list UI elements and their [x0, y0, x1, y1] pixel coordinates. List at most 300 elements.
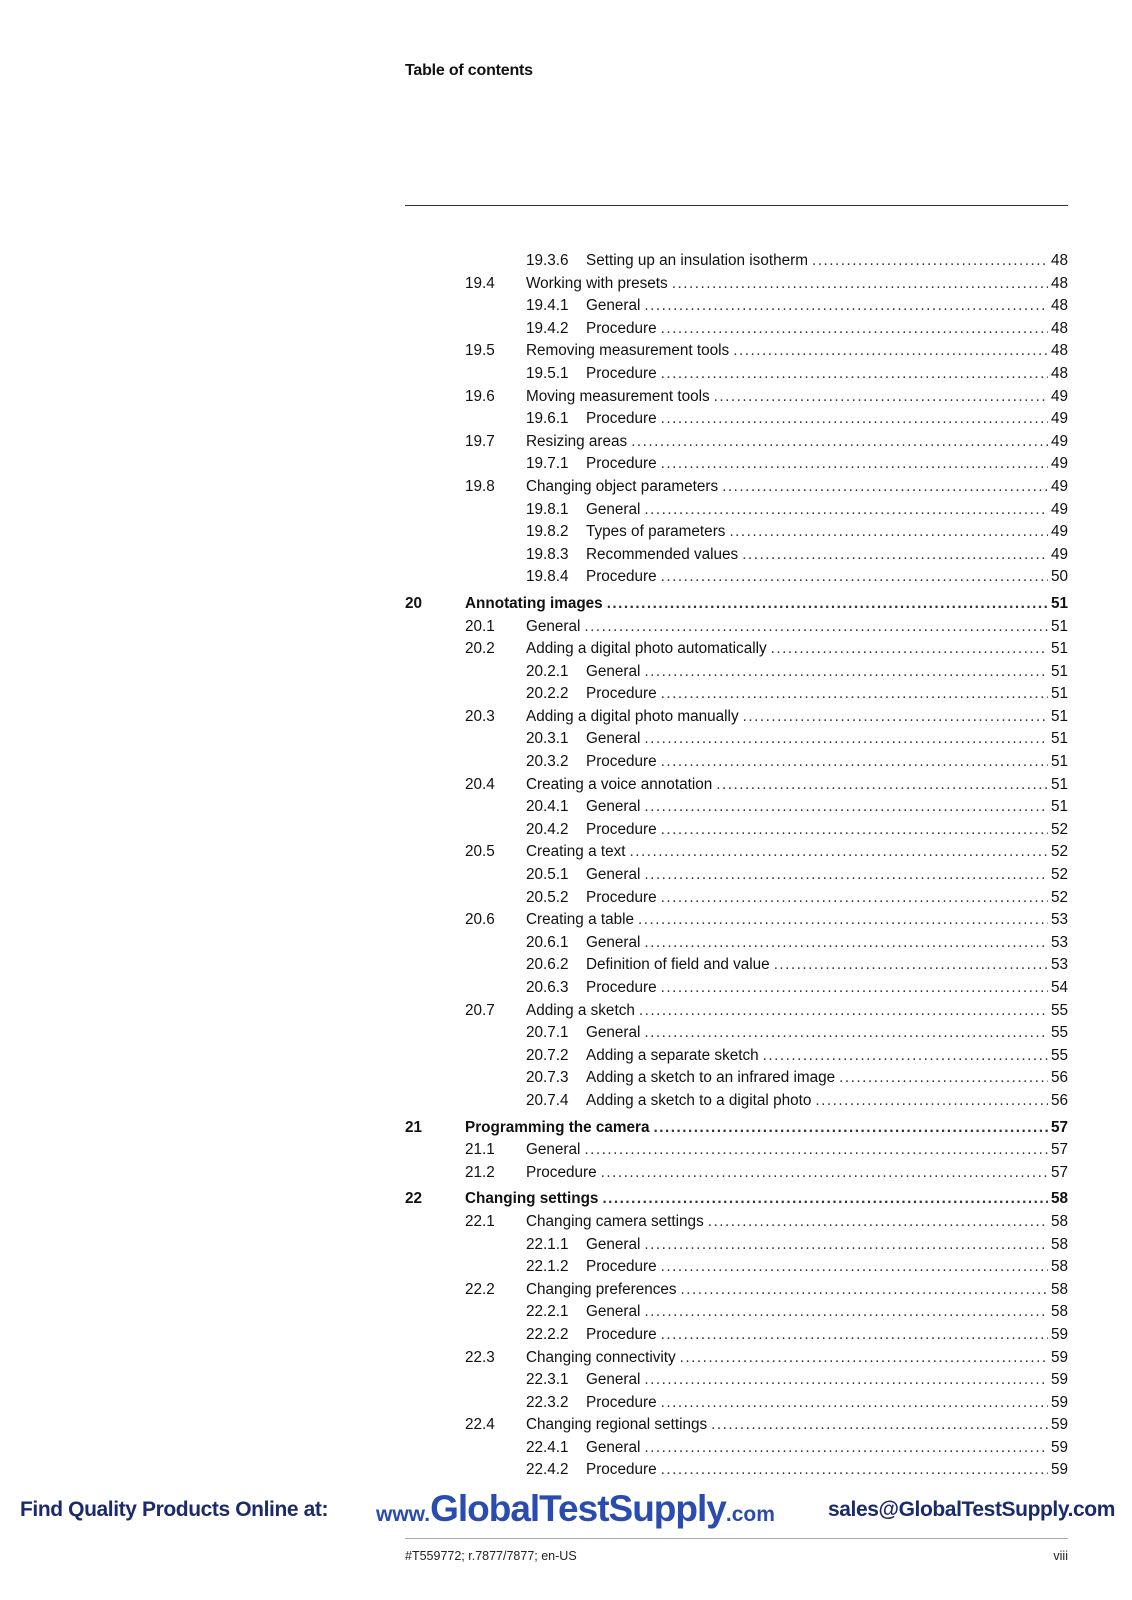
toc-entry-title: Setting up an insulation isotherm [586, 252, 808, 269]
toc-entry-row[interactable] [405, 340, 1068, 363]
toc-dot-leader [644, 295, 1048, 318]
toc-entry-number: 20.7 [465, 1001, 495, 1019]
footer-doc-reference: #T559772; r.7877/7877; en-US [405, 1549, 577, 1563]
toc-entry-row[interactable] [405, 751, 1068, 774]
toc-entry-title: Procedure [586, 319, 657, 337]
toc-entry-number: 19.7.1 [526, 455, 569, 473]
toc-dot-leader [812, 250, 1048, 273]
toc-dot-leader [631, 431, 1048, 454]
toc-entry-row[interactable] [405, 1234, 1068, 1257]
toc-page-number: 51 [1050, 640, 1068, 658]
header-divider [405, 205, 1068, 206]
toc-entry-row[interactable] [405, 318, 1068, 341]
toc-entry [586, 544, 1068, 567]
toc-entry-title: Adding a digital photo automatically [526, 640, 767, 658]
toc-page-number: 58 [1050, 1190, 1068, 1208]
toc-dot-leader [722, 476, 1048, 499]
toc-entry [586, 977, 1068, 1000]
toc-entry-number: 20.3.1 [526, 730, 569, 748]
toc-page-number: 59 [1050, 1325, 1068, 1343]
toc-entry-row[interactable] [405, 819, 1068, 842]
toc-dot-leader [653, 1117, 1048, 1140]
toc-entry-number: 21 [405, 1118, 423, 1136]
toc-entry-number: 19.8.2 [526, 523, 569, 541]
toc-page-number: 52 [1050, 888, 1068, 906]
toc-entry-number: 19.8.1 [526, 500, 569, 518]
toc-dot-leader [629, 841, 1048, 864]
toc-entry [586, 1459, 1068, 1482]
toc-entry [586, 318, 1068, 341]
toc-page-number: 53 [1050, 911, 1068, 929]
toc-entry-title: Recommended values [586, 545, 739, 563]
toc-entry-title: Changing object parameters [526, 477, 719, 495]
toc-dot-leader [661, 1324, 1048, 1347]
toc-entry [586, 1090, 1068, 1113]
toc-dot-leader [743, 706, 1048, 729]
footer-page-number: viii [1053, 1549, 1068, 1563]
toc-entry [526, 1000, 1068, 1023]
toc-dot-leader [644, 1234, 1048, 1257]
toc-page-number: 59 [1050, 1461, 1068, 1479]
toc-entry-row[interactable] [405, 386, 1068, 409]
toc-page-number: 58 [1050, 1303, 1068, 1321]
toc-entry-number: 20.6.3 [526, 979, 569, 996]
toc-entry-row[interactable] [405, 521, 1068, 544]
toc-entry-title: Procedure [586, 1258, 657, 1276]
toc-entry-number: 22.1.1 [526, 1235, 569, 1253]
toc-dot-leader [638, 909, 1048, 932]
toc-entry-row[interactable] [405, 1022, 1068, 1045]
toc-page-number: 55 [1050, 1024, 1068, 1042]
toc-page-number: 50 [1050, 568, 1068, 586]
toc-chapter-row[interactable] [405, 1188, 1068, 1211]
toc-page-number: 51 [1050, 775, 1068, 793]
toc-page-number: 59 [1050, 1348, 1068, 1366]
toc-entry-title: Changing regional settings [526, 1416, 708, 1434]
toc-dot-leader [661, 1459, 1048, 1482]
toc-dot-leader [601, 1162, 1048, 1185]
toc-dot-leader [661, 977, 1048, 1000]
toc-page-number: 49 [1050, 545, 1068, 563]
toc-dot-leader [644, 932, 1048, 955]
toc-entry-row[interactable] [405, 1211, 1068, 1234]
toc-entry-number: 20.5.2 [526, 888, 569, 906]
toc-entry-title: Programming the camera [465, 1118, 650, 1136]
toc-entry-number: 19.3.6 [526, 252, 569, 269]
toc-entry-row[interactable] [405, 1347, 1068, 1370]
toc-entry-title: Definition of field and value [586, 956, 770, 974]
toc-page-number: 53 [1050, 956, 1068, 974]
toc-dot-leader [771, 638, 1048, 661]
toc-entry-row[interactable] [405, 544, 1068, 567]
promo-banner [0, 1488, 1132, 1536]
toc-chapter-row[interactable] [405, 593, 1068, 616]
toc-entry-row[interactable] [405, 1301, 1068, 1324]
toc-page-number: 57 [1050, 1118, 1068, 1136]
toc-page-number: 59 [1050, 1371, 1068, 1389]
toc-entry-row[interactable] [405, 566, 1068, 589]
banner-find-text: Find Quality Products Online at: [20, 1498, 329, 1521]
toc-page-number: 58 [1050, 1235, 1068, 1253]
toc-entry-title: General [586, 866, 641, 884]
toc-entry-row[interactable] [405, 887, 1068, 910]
toc-entry-number: 22.1.2 [526, 1258, 569, 1276]
toc-entry-row[interactable] [405, 1279, 1068, 1302]
toc-page-number: 55 [1050, 1001, 1068, 1019]
toc-entry [586, 864, 1068, 887]
toc-page-number: 48 [1050, 297, 1068, 315]
toc-entry-title: Annotating images [465, 594, 603, 612]
toc-entry-number: 19.5.1 [526, 364, 569, 382]
toc-entry-row[interactable] [405, 1090, 1068, 1113]
toc-page-number: 52 [1050, 866, 1068, 884]
toc-entry-title: Procedure [586, 455, 657, 473]
toc-entry-row[interactable] [405, 841, 1068, 864]
toc-page-number: 57 [1050, 1163, 1068, 1181]
toc-page-number: 48 [1050, 342, 1068, 360]
toc-entry [526, 476, 1068, 499]
toc-entry [526, 774, 1068, 797]
toc-entry-row[interactable] [405, 1392, 1068, 1415]
toc-dot-leader [644, 1022, 1048, 1045]
toc-dot-leader [644, 796, 1048, 819]
footer-divider [405, 1538, 1068, 1539]
toc-entry-row[interactable] [405, 1414, 1068, 1437]
toc-entry-title: General [586, 1438, 641, 1456]
toc-page-number: 56 [1050, 1069, 1068, 1087]
toc-entry [526, 273, 1068, 296]
toc-entry-title: General [586, 933, 641, 951]
toc-page-number: 51 [1050, 662, 1068, 680]
toc-entry [586, 295, 1068, 318]
toc-entry-number: 19.8.4 [526, 568, 569, 586]
toc-entry-title: General [526, 617, 581, 635]
toc-dot-leader [602, 1188, 1048, 1211]
toc-entry-number: 22.2.1 [526, 1303, 569, 1321]
toc-dot-leader [644, 661, 1048, 684]
toc-entry [586, 453, 1068, 476]
toc-entry [526, 638, 1068, 661]
toc-entry-row[interactable] [405, 954, 1068, 977]
toc-page-number: 55 [1050, 1046, 1068, 1064]
toc-entry-number: 21.2 [465, 1163, 495, 1181]
toc-chapter-row[interactable] [405, 1117, 1068, 1140]
toc-dot-leader [729, 521, 1048, 544]
toc-entry [526, 1162, 1068, 1185]
toc-entry [465, 1188, 1068, 1211]
toc-dot-leader [644, 864, 1048, 887]
toc-dot-leader [661, 363, 1048, 386]
toc-entry [586, 1437, 1068, 1460]
toc-dot-leader [661, 566, 1048, 589]
toc-page-number: 54 [1050, 979, 1068, 996]
toc-entry-row[interactable] [405, 706, 1068, 729]
toc-entry-number: 19.6.1 [526, 410, 569, 428]
toc-dot-leader [763, 1045, 1048, 1068]
toc-entry-title: General [586, 1371, 641, 1389]
toc-entry-title: Changing camera settings [526, 1212, 704, 1230]
toc-page-number: 49 [1050, 477, 1068, 495]
toc-entry-title: Moving measurement tools [526, 387, 710, 405]
toc-dot-leader [661, 683, 1048, 706]
toc-entry [586, 499, 1068, 522]
toc-entry-number: 22.2 [465, 1280, 495, 1298]
toc-entry-row[interactable] [405, 1067, 1068, 1090]
toc-page-number: 59 [1050, 1438, 1068, 1456]
toc-entry-number: 20.6.1 [526, 933, 569, 951]
toc-entry-row[interactable] [405, 616, 1068, 639]
toc-entry-row[interactable] [405, 977, 1068, 1000]
toc-entry-number: 20.7.1 [526, 1024, 569, 1042]
toc-entry [526, 616, 1068, 639]
toc-dot-leader [708, 1211, 1048, 1234]
toc-entry-title: Adding a sketch to a digital photo [586, 1091, 812, 1109]
toc-entry-row[interactable] [405, 295, 1068, 318]
toc-entry [526, 431, 1068, 454]
toc-dot-leader [839, 1067, 1048, 1090]
toc-entry [586, 819, 1068, 842]
toc-entry [586, 932, 1068, 955]
toc-entry-title: Procedure [586, 568, 657, 586]
toc-entry-title: General [586, 798, 641, 816]
toc-entry-number: 20.6 [465, 911, 495, 929]
toc-entry-number: 22.1 [465, 1212, 495, 1230]
toc-dot-leader [644, 1369, 1048, 1392]
toc-entry-number: 20.2.2 [526, 685, 569, 703]
toc-entry-number: 20.7.2 [526, 1046, 569, 1064]
toc-entry-title: General [586, 297, 641, 315]
toc-entry-number: 20.2.1 [526, 662, 569, 680]
toc-page-number: 58 [1050, 1212, 1068, 1230]
toc-entry-number: 22 [405, 1190, 423, 1208]
toc-dot-leader [742, 544, 1048, 567]
banner-website-link[interactable] [376, 1488, 775, 1530]
banner-email-link[interactable]: sales@GlobalTestSupply.com [827, 1498, 1115, 1521]
toc-entry [526, 1139, 1068, 1162]
toc-entry-number: 22.4.1 [526, 1438, 569, 1456]
toc-page-number: 51 [1050, 753, 1068, 771]
toc-page-number: 49 [1050, 387, 1068, 405]
toc-entry [586, 250, 1068, 273]
toc-entry-row[interactable] [405, 1324, 1068, 1347]
toc-entry-number: 20.7.3 [526, 1069, 569, 1087]
toc-entry-number: 22.4.2 [526, 1461, 569, 1479]
toc-dot-leader [714, 386, 1048, 409]
toc-entry-title: General [586, 662, 641, 680]
toc-entry-title: General [526, 1141, 581, 1159]
toc-dot-leader [661, 751, 1048, 774]
toc-entry [586, 363, 1068, 386]
toc-entry-title: Adding a sketch [526, 1001, 635, 1019]
toc-entry-row[interactable] [405, 1459, 1068, 1482]
toc-entry [586, 1234, 1068, 1257]
toc-entry-row[interactable] [405, 1162, 1068, 1185]
toc-page-number: 51 [1050, 798, 1068, 816]
toc-dot-leader [644, 1437, 1048, 1460]
toc-entry-number: 19.6 [465, 387, 495, 405]
toc-page-number: 58 [1050, 1280, 1068, 1298]
toc-entry-title: Procedure [586, 410, 657, 428]
banner-url-suffix: .com [725, 1503, 775, 1526]
toc-entry-title: Creating a voice annotation [526, 775, 713, 793]
toc-entry-row[interactable] [405, 1437, 1068, 1460]
toc-entry [526, 706, 1068, 729]
toc-dot-leader [815, 1090, 1048, 1113]
toc-entry [465, 593, 1068, 616]
toc-dot-leader [639, 1000, 1048, 1023]
toc-entry [586, 683, 1068, 706]
toc-entry [586, 796, 1068, 819]
toc-page-number: 48 [1050, 274, 1068, 292]
toc-page-number: 53 [1050, 933, 1068, 951]
toc-entry-row[interactable] [405, 1045, 1068, 1068]
toc-entry-number: 19.7 [465, 432, 495, 450]
toc-page-number: 56 [1050, 1091, 1068, 1109]
toc-page-number: 48 [1050, 319, 1068, 337]
toc-entry-row[interactable] [405, 363, 1068, 386]
toc-entry-title: Resizing areas [526, 432, 628, 450]
toc-entry-row[interactable] [405, 1256, 1068, 1279]
toc-page-number: 49 [1050, 410, 1068, 428]
toc-dot-leader [644, 728, 1048, 751]
toc-entry-title: Procedure [586, 685, 657, 703]
toc-page-number: 52 [1050, 843, 1068, 861]
toc-entry [586, 1067, 1068, 1090]
toc-entry-title: Changing preferences [526, 1280, 677, 1298]
toc-entry-row[interactable] [405, 499, 1068, 522]
page-header-title: Table of contents [405, 62, 533, 79]
toc-dot-leader [607, 593, 1048, 616]
toc-page-number: 51 [1050, 685, 1068, 703]
toc-entry-number: 19.5 [465, 342, 495, 360]
toc-entry [586, 661, 1068, 684]
toc-entry [586, 887, 1068, 910]
toc-entry-row[interactable] [405, 1139, 1068, 1162]
toc-entry-row[interactable] [405, 774, 1068, 797]
toc-page-number: 51 [1050, 707, 1068, 725]
toc-entry-number: 20.4 [465, 775, 495, 793]
toc-page-number: 48 [1050, 364, 1068, 382]
toc-entry-title: Adding a digital photo manually [526, 707, 739, 725]
toc-entry-title: General [586, 1303, 641, 1321]
toc-entry-number: 20.3 [465, 707, 495, 725]
toc-page-number: 58 [1050, 1258, 1068, 1276]
toc-entry-title: Changing settings [465, 1190, 599, 1208]
toc-entry-row[interactable] [405, 273, 1068, 296]
toc-entry-number: 20 [405, 594, 423, 612]
toc-entry [586, 1392, 1068, 1415]
toc-entry [465, 1117, 1068, 1140]
toc-entry-title: Procedure [586, 753, 657, 771]
toc-entry-number: 20.3.2 [526, 753, 569, 771]
toc-entry [586, 1045, 1068, 1068]
toc-entry-number: 19.8.3 [526, 545, 569, 563]
toc-dot-leader [661, 887, 1048, 910]
toc-entry-number: 22.3 [465, 1348, 495, 1366]
toc-entry-number: 20.4.2 [526, 820, 569, 838]
toc-entry-number: 22.3.1 [526, 1371, 569, 1389]
toc-entry [526, 841, 1068, 864]
toc-entry-number: 20.2 [465, 640, 495, 658]
toc-dot-leader [644, 1301, 1048, 1324]
toc-entry [586, 521, 1068, 544]
toc-entry-row[interactable] [405, 1000, 1068, 1023]
toc-entry-row[interactable] [405, 728, 1068, 751]
toc-dot-leader [661, 318, 1048, 341]
toc-entry [586, 1022, 1068, 1045]
toc-page-number: 51 [1050, 617, 1068, 635]
toc-entry-title: Adding a sketch to an infrared image [586, 1069, 836, 1087]
toc-entry-title: Procedure [586, 1461, 657, 1479]
toc-entry-row[interactable] [405, 476, 1068, 499]
toc-entry-title: Procedure [586, 1325, 657, 1343]
toc-entry-number: 21.1 [465, 1141, 495, 1159]
toc-page-number: 48 [1050, 252, 1068, 269]
toc-entry-number: 20.7.4 [526, 1091, 569, 1109]
toc-entry-number: 19.4 [465, 274, 495, 292]
toc-dot-leader [774, 954, 1048, 977]
toc-entry-title: Creating a table [526, 911, 634, 929]
toc-entry-row[interactable] [405, 661, 1068, 684]
toc-entry-row[interactable] [405, 1369, 1068, 1392]
toc-entry [586, 1301, 1068, 1324]
toc-dot-leader [584, 1139, 1048, 1162]
toc-entry-title: Working with presets [526, 274, 668, 292]
table-of-contents [405, 250, 1068, 1482]
toc-entry-title: Procedure [586, 820, 657, 838]
toc-entry [586, 1369, 1068, 1392]
toc-entry-number: 20.1 [465, 617, 495, 635]
toc-dot-leader [661, 1256, 1048, 1279]
toc-entry [526, 386, 1068, 409]
toc-entry-row[interactable] [405, 932, 1068, 955]
toc-dot-leader [661, 408, 1048, 431]
toc-entry [526, 1414, 1068, 1437]
toc-entry [586, 408, 1068, 431]
toc-entry-number: 20.5.1 [526, 866, 569, 884]
toc-entry-row[interactable] [405, 909, 1068, 932]
toc-entry-title: Adding a separate sketch [586, 1046, 759, 1064]
toc-page-number: 52 [1050, 820, 1068, 838]
toc-entry-row[interactable] [405, 408, 1068, 431]
toc-entry-row[interactable] [405, 796, 1068, 819]
toc-dot-leader [672, 273, 1048, 296]
toc-entry-title: Removing measurement tools [526, 342, 730, 360]
toc-dot-leader [661, 453, 1048, 476]
toc-entry-number: 20.5 [465, 843, 495, 861]
toc-entry-row[interactable] [405, 683, 1068, 706]
toc-entry-row[interactable] [405, 864, 1068, 887]
toc-entry-title: General [586, 500, 641, 518]
toc-entry-title: General [586, 730, 641, 748]
toc-dot-leader [584, 616, 1048, 639]
toc-dot-leader [681, 1279, 1048, 1302]
toc-dot-leader [680, 1347, 1048, 1370]
toc-entry-row[interactable] [405, 638, 1068, 661]
toc-dot-leader [661, 1392, 1048, 1415]
toc-entry-title: General [586, 1024, 641, 1042]
toc-page-number: 57 [1050, 1141, 1068, 1159]
toc-entry-number: 20.4.1 [526, 798, 569, 816]
toc-entry-row[interactable] [405, 431, 1068, 454]
toc-page-number: 49 [1050, 455, 1068, 473]
toc-entry [526, 1211, 1068, 1234]
banner-url-prefix: www. [376, 1503, 431, 1526]
toc-entry-row[interactable] [405, 250, 1068, 273]
toc-entry-title: Types of parameters [586, 523, 726, 541]
toc-entry [586, 1324, 1068, 1347]
toc-entry-row[interactable] [405, 453, 1068, 476]
